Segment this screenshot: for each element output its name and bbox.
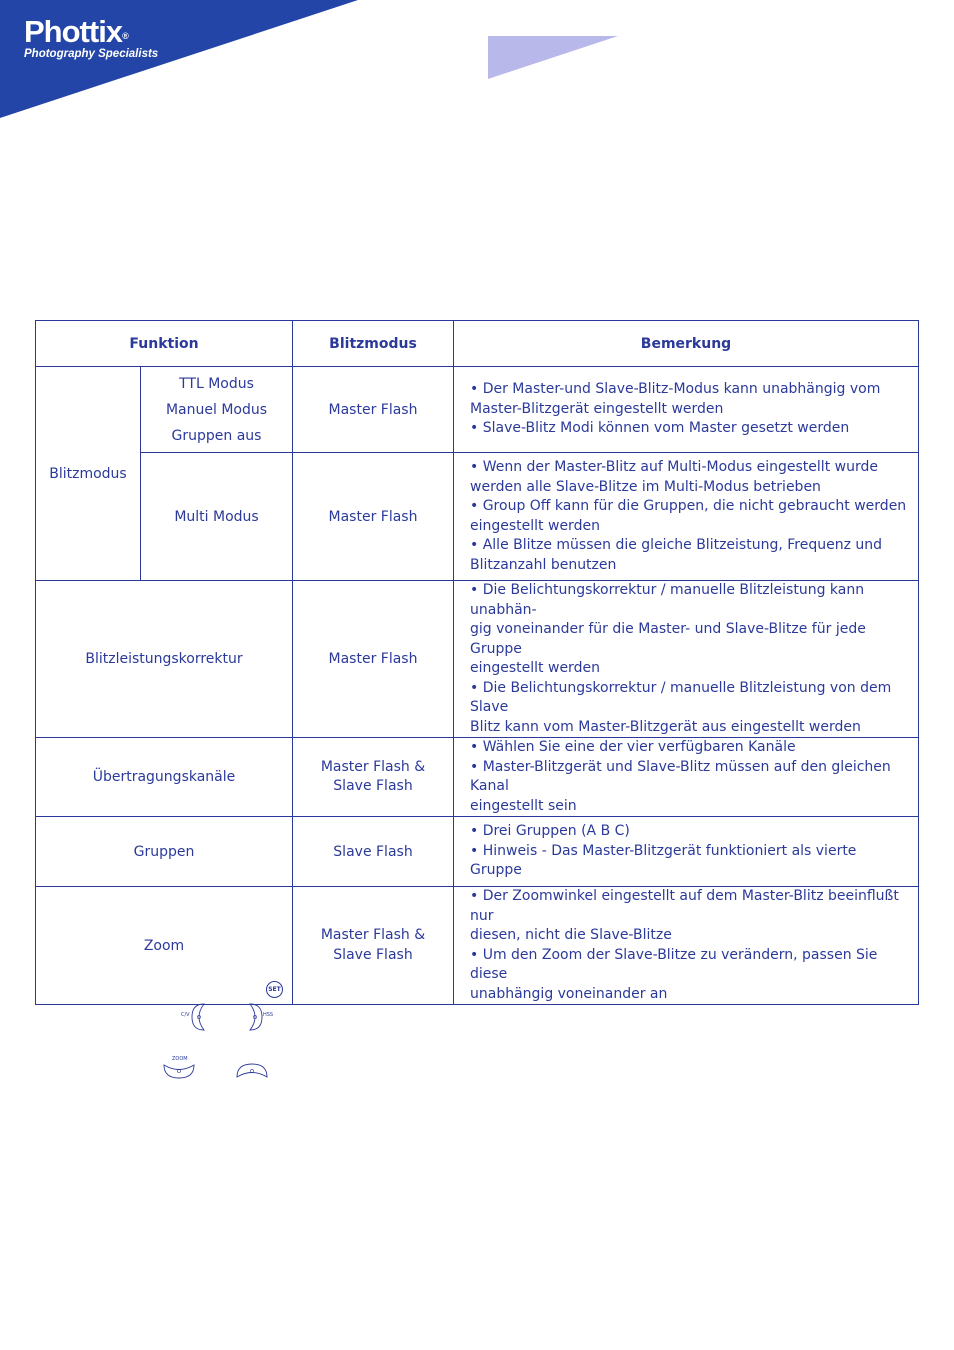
flash-type-cell <box>293 887 454 1005</box>
function-table <box>35 320 919 1005</box>
note-line: • Der Zoomwinkel eingestellt auf dem Master-Blitz beeinflußt nur <box>470 888 899 924</box>
brand-logo <box>24 14 158 60</box>
right-arrow-button-icon <box>246 1003 264 1031</box>
mode-groups-off: Gruppen aus <box>171 427 262 444</box>
table-row <box>36 738 919 817</box>
table-row <box>36 887 919 1005</box>
note-line: Master-Blitzgerät eingestellt werden <box>470 400 724 417</box>
table-row <box>36 581 919 738</box>
flash-line: Slave Flash <box>333 778 413 794</box>
brand-name: Phottix® <box>24 14 128 49</box>
left-arrow-button-icon <box>190 1003 208 1031</box>
note-cell <box>454 367 919 453</box>
note-line: • Master-Blitzgerät und Slave-Blitz müssen auf den gleichen Kanal <box>470 758 891 794</box>
note-line: eingestellt sein <box>470 797 577 814</box>
table-header-row <box>36 321 919 367</box>
row-label-zoom: Zoom <box>36 887 293 1005</box>
note-line: diesen, nicht die Slave-Blitze <box>470 927 672 943</box>
header-blitzmodus: Blitzmodus <box>293 321 454 367</box>
row-label-blitzmodus: Blitzmodus <box>36 367 141 581</box>
brand-tagline: Photography Specialists <box>24 48 159 60</box>
note-line: • Die Belichtungskorrektur / manuelle Blitzleistung kann unabhän- <box>470 582 865 618</box>
note-line: • Der Master-und Slave-Blitz-Modus kann unabhängig vom <box>470 381 881 398</box>
right-button-label: HSS <box>263 1012 274 1018</box>
note-line: • Slave-Blitz Modi können vom Master gesetzt werden <box>470 420 850 437</box>
table-row <box>36 817 919 887</box>
note-cell <box>454 581 919 738</box>
note-line: • Drei Gruppen (A B C) <box>470 823 630 840</box>
flash-line: Master Flash & <box>320 758 426 775</box>
note-cell <box>454 453 919 581</box>
note-line: eingestellt werden <box>470 517 600 534</box>
note-line: • Um den Zoom der Slave-Blitze zu verändern, passen Sie diese <box>470 946 878 982</box>
mode-ttl: TTL Modus <box>179 375 254 392</box>
note-line: werden alle Slave-Blitze im Multi-Modus betrieben <box>470 478 821 495</box>
mode-list <box>141 367 293 453</box>
note-line: • Wählen Sie eine der vier verfügbaren Kanäle <box>470 739 796 755</box>
note-line: Blitz kann vom Master-Blitzgerät aus eingestellt werden <box>470 718 861 735</box>
note-line: • Hinweis - Das Master-Blitzgerät funktioniert als vierte Gruppe <box>470 842 857 879</box>
note-line: unabhängig voneinander an <box>470 985 668 1002</box>
note-line: eingestellt werden <box>470 660 600 676</box>
mode-manual: Manuel Modus <box>165 401 268 418</box>
flash-type-cell: Master Flash <box>293 367 454 453</box>
note-cell <box>454 738 919 817</box>
set-button-icon: SET <box>266 981 283 998</box>
left-button-label: C/V <box>181 1012 190 1018</box>
row-label-korrektur: Blitzleistungskorrektur <box>36 581 293 738</box>
flash-type-cell: Master Flash <box>293 453 454 581</box>
note-line: Blitzanzahl benutzen <box>470 556 617 573</box>
header-funktion: Funktion <box>36 321 293 367</box>
flash-type-cell <box>293 738 454 817</box>
row-label-kanaele: Übertragungskanäle <box>36 738 293 817</box>
note-line: • Group Off kann für die Gruppen, die nicht gebraucht werden <box>470 498 907 514</box>
header-bemerkung: Bemerkung <box>454 321 919 367</box>
brand-registered-mark: ® <box>122 31 128 41</box>
down-arrow-button-icon <box>163 1062 195 1080</box>
row-label-gruppen: Gruppen <box>36 817 293 887</box>
flash-type-cell: Master Flash <box>293 581 454 738</box>
header-accent-shape <box>488 36 620 80</box>
table-row <box>36 367 919 453</box>
flash-type-cell: Slave Flash <box>293 817 454 887</box>
note-line: • Wenn der Master-Blitz auf Multi-Modus eingestellt wurde <box>470 459 878 475</box>
flash-line: Master Flash & <box>320 927 426 943</box>
note-cell <box>454 817 919 887</box>
zoom-button-label: ZOOM <box>172 1056 188 1062</box>
note-cell <box>454 887 919 1005</box>
flash-line: Slave Flash <box>333 946 413 963</box>
note-line: • Die Belichtungskorrektur / manuelle Blitzleistung von dem Slave <box>470 679 892 715</box>
table-row <box>36 453 919 581</box>
mode-multi: Multi Modus <box>141 453 293 581</box>
up-arrow-button-icon <box>236 1062 268 1080</box>
note-line: gig voneinander für die Master- und Slave-Blitze für jede Gruppe <box>470 621 866 657</box>
note-line: • Alle Blitze müssen die gleiche Blitzeistung, Frequenz und <box>470 537 883 553</box>
